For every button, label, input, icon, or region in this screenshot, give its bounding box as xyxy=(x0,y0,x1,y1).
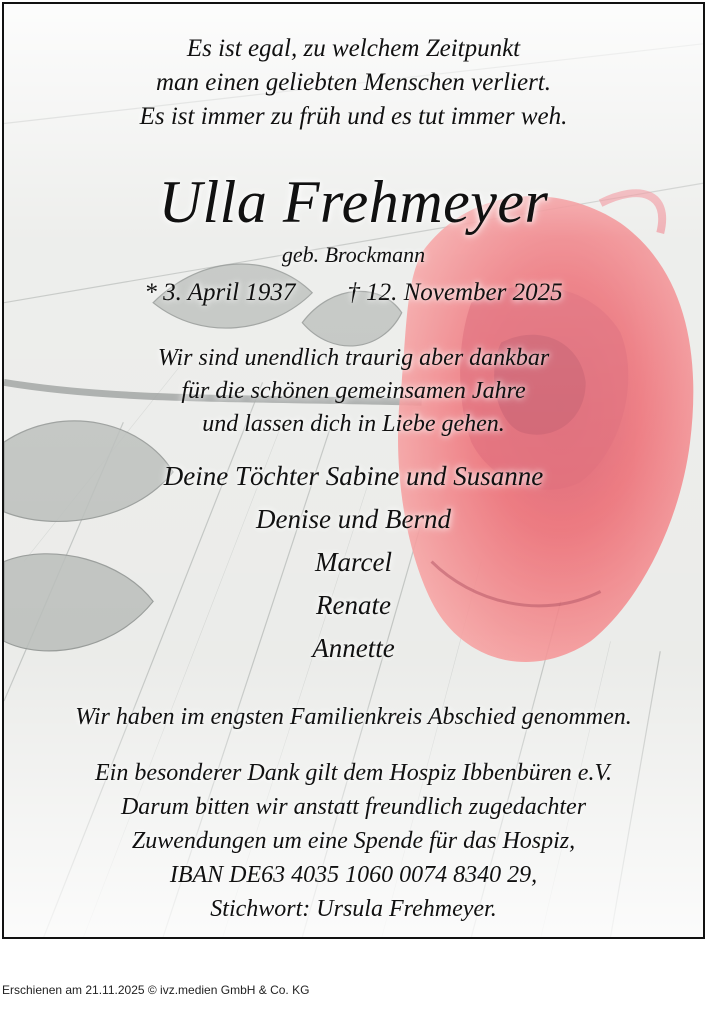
quote-line: man einen geliebten Menschen verliert. xyxy=(156,69,551,96)
mourners-list xyxy=(4,455,703,670)
opening-quote xyxy=(4,32,703,134)
deceased-name: Ulla Frehmeyer xyxy=(158,169,549,235)
verse-line: und lassen dich in Liebe gehen. xyxy=(202,411,505,437)
mourner-line: Denise und Bernd xyxy=(256,504,451,534)
thanks-line: Stichwort: Ursula Frehmeyer. xyxy=(210,896,497,922)
life-dates xyxy=(4,279,703,307)
notice-text xyxy=(4,4,703,937)
mourner-line: Renate xyxy=(316,590,391,620)
birth-name: geb. Brockmann xyxy=(281,242,426,267)
quote-line: Es ist egal, zu welchem Zeitpunkt xyxy=(186,35,521,62)
quote-line: Es ist immer zu früh und es tut immer weh. xyxy=(139,103,568,130)
mourner-line: Marcel xyxy=(315,547,392,577)
publication-footer: Erschienen am 21.11.2025 © ivz.medien GmbH & Co. KG xyxy=(2,983,310,997)
verse-line: für die schönen gemeinsamen Jahre xyxy=(181,378,526,404)
birth-date: * 3. April 1937 xyxy=(144,279,296,306)
obituary-notice xyxy=(2,2,705,939)
verse-line: Wir sind unendlich traurig aber dankbar xyxy=(157,345,550,371)
donation-note xyxy=(4,756,703,926)
funeral-note: Wir haben im engsten Familienkreis Abschied genommen. xyxy=(75,704,632,730)
mourner-line: Deine Töchter Sabine und Susanne xyxy=(163,461,544,491)
farewell-verse xyxy=(4,342,703,441)
death-date: † 12. November 2025 xyxy=(347,279,563,306)
mourner-line: Annette xyxy=(312,633,395,663)
thanks-line: Ein besonderer Dank gilt dem Hospiz Ibbenbüren e.V. xyxy=(94,760,613,786)
iban-line: IBAN DE63 4035 1060 0074 8340 29, xyxy=(169,862,538,888)
thanks-line: Zuwendungen um eine Spende für das Hospiz, xyxy=(131,828,576,854)
thanks-line: Darum bitten wir anstatt freundlich zugedachter xyxy=(120,794,587,820)
